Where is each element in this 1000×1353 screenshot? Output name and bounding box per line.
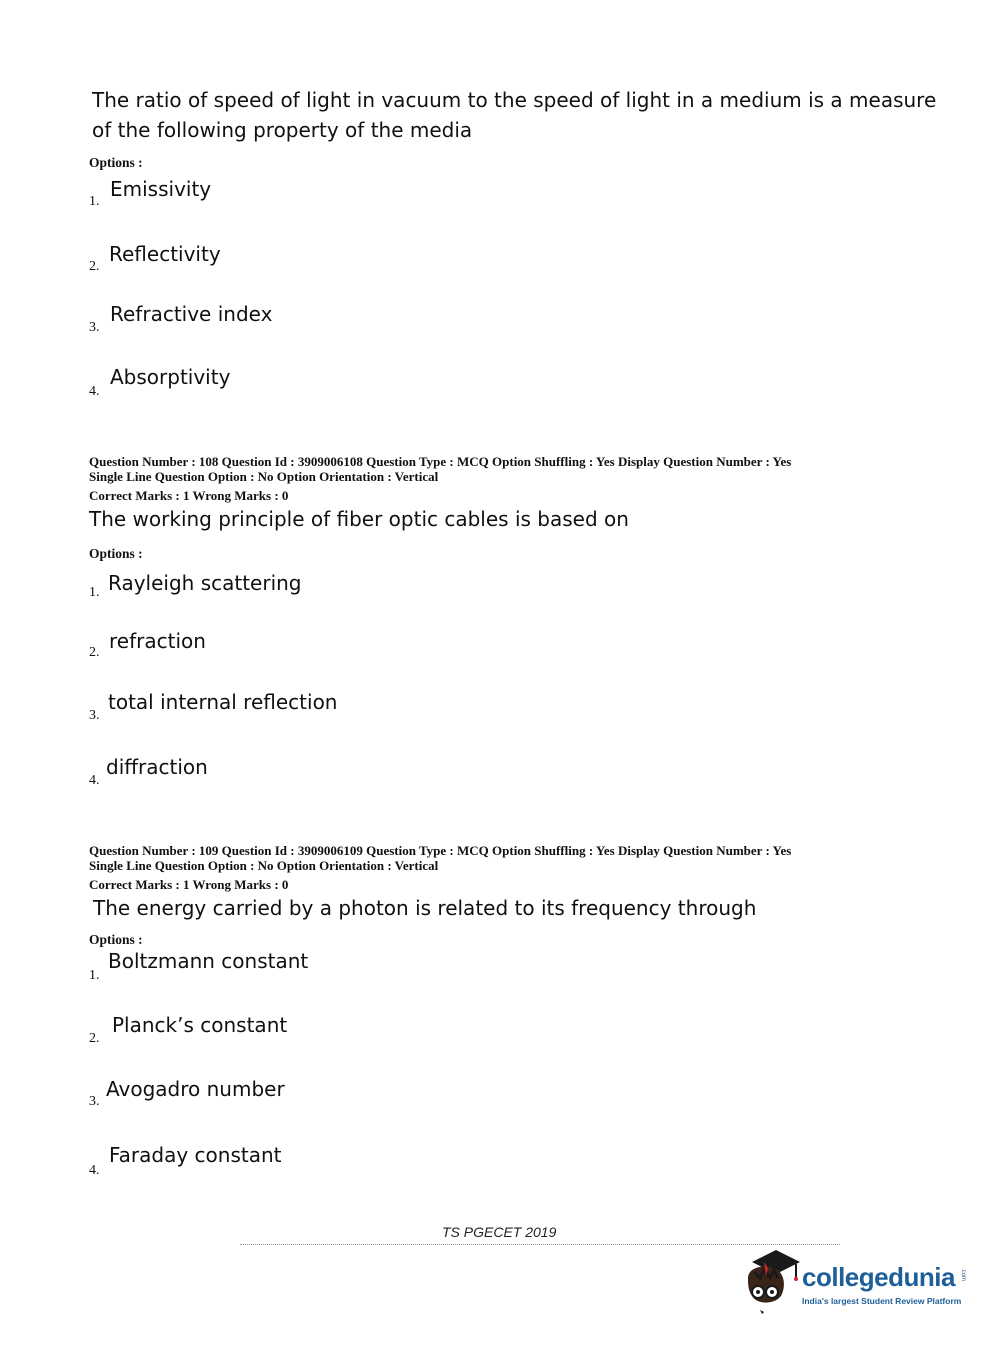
option-number: 1. xyxy=(89,968,100,983)
footer-exam-title: TS PGECET 2019 xyxy=(442,1224,557,1240)
question-text: The working principle of fiber optic cables is based on xyxy=(89,507,629,531)
logo-tagline: India's largest Student Review Platform xyxy=(802,1296,962,1306)
logo-com: .com xyxy=(960,1268,966,1282)
option-number: 3. xyxy=(89,708,100,723)
logo-wordmark: collegedunia xyxy=(802,1262,955,1292)
question-text-line-2: of the following property of the media xyxy=(92,118,473,142)
option-text: total internal reflection xyxy=(108,690,338,714)
option-number: 3. xyxy=(89,320,100,335)
option-number: 2. xyxy=(89,1031,100,1046)
option-text: Boltzmann constant xyxy=(108,949,309,973)
question-text-line-1: The ratio of speed of light in vacuum to the speed of light in a medium is a measure xyxy=(92,88,937,112)
option-number: 4. xyxy=(89,1163,100,1178)
options-label: Options : xyxy=(89,155,143,170)
question-text: The energy carried by a photon is related to its frequency through xyxy=(93,896,757,920)
question-meta-line-1: Question Number : 108 Question Id : 3909006108 Question Type : MCQ Option Shuffling : Yes Display Question Number : Yes xyxy=(89,454,792,469)
question-meta-line-1: Question Number : 109 Question Id : 3909006109 Question Type : MCQ Option Shuffling : Yes Display Question Number : Yes xyxy=(89,843,792,858)
option-number: 3. xyxy=(89,1094,100,1109)
option-text: Faraday constant xyxy=(109,1143,282,1167)
question-marks: Correct Marks : 1 Wrong Marks : 0 xyxy=(89,488,289,503)
question-meta-line-2: Single Line Question Option : No Option Orientation : Vertical xyxy=(89,858,439,873)
option-text: Refractive index xyxy=(110,302,273,326)
question-meta-line-2: Single Line Question Option : No Option Orientation : Vertical xyxy=(89,469,439,484)
question-marks: Correct Marks : 1 Wrong Marks : 0 xyxy=(89,877,289,892)
graduate-mascot-icon xyxy=(742,1248,800,1314)
option-text: diffraction xyxy=(106,755,208,779)
option-text: Emissivity xyxy=(110,177,212,201)
option-number: 2. xyxy=(89,259,100,274)
options-label: Options : xyxy=(89,546,143,561)
option-number: 1. xyxy=(89,194,100,209)
option-text: refraction xyxy=(109,629,206,653)
option-number: 1. xyxy=(89,585,100,600)
option-number: 4. xyxy=(89,384,100,399)
option-text: Planck’s constant xyxy=(112,1013,288,1037)
collegedunia-logo[interactable] xyxy=(742,1248,972,1318)
option-text: Avogadro number xyxy=(106,1077,285,1101)
options-label: Options : xyxy=(89,932,143,947)
option-number: 2. xyxy=(89,645,100,660)
option-text: Absorptivity xyxy=(110,365,231,389)
footer-divider xyxy=(240,1244,840,1247)
option-number: 4. xyxy=(89,773,100,788)
option-text: Rayleigh scattering xyxy=(108,571,302,595)
option-text: Reflectivity xyxy=(109,242,221,266)
